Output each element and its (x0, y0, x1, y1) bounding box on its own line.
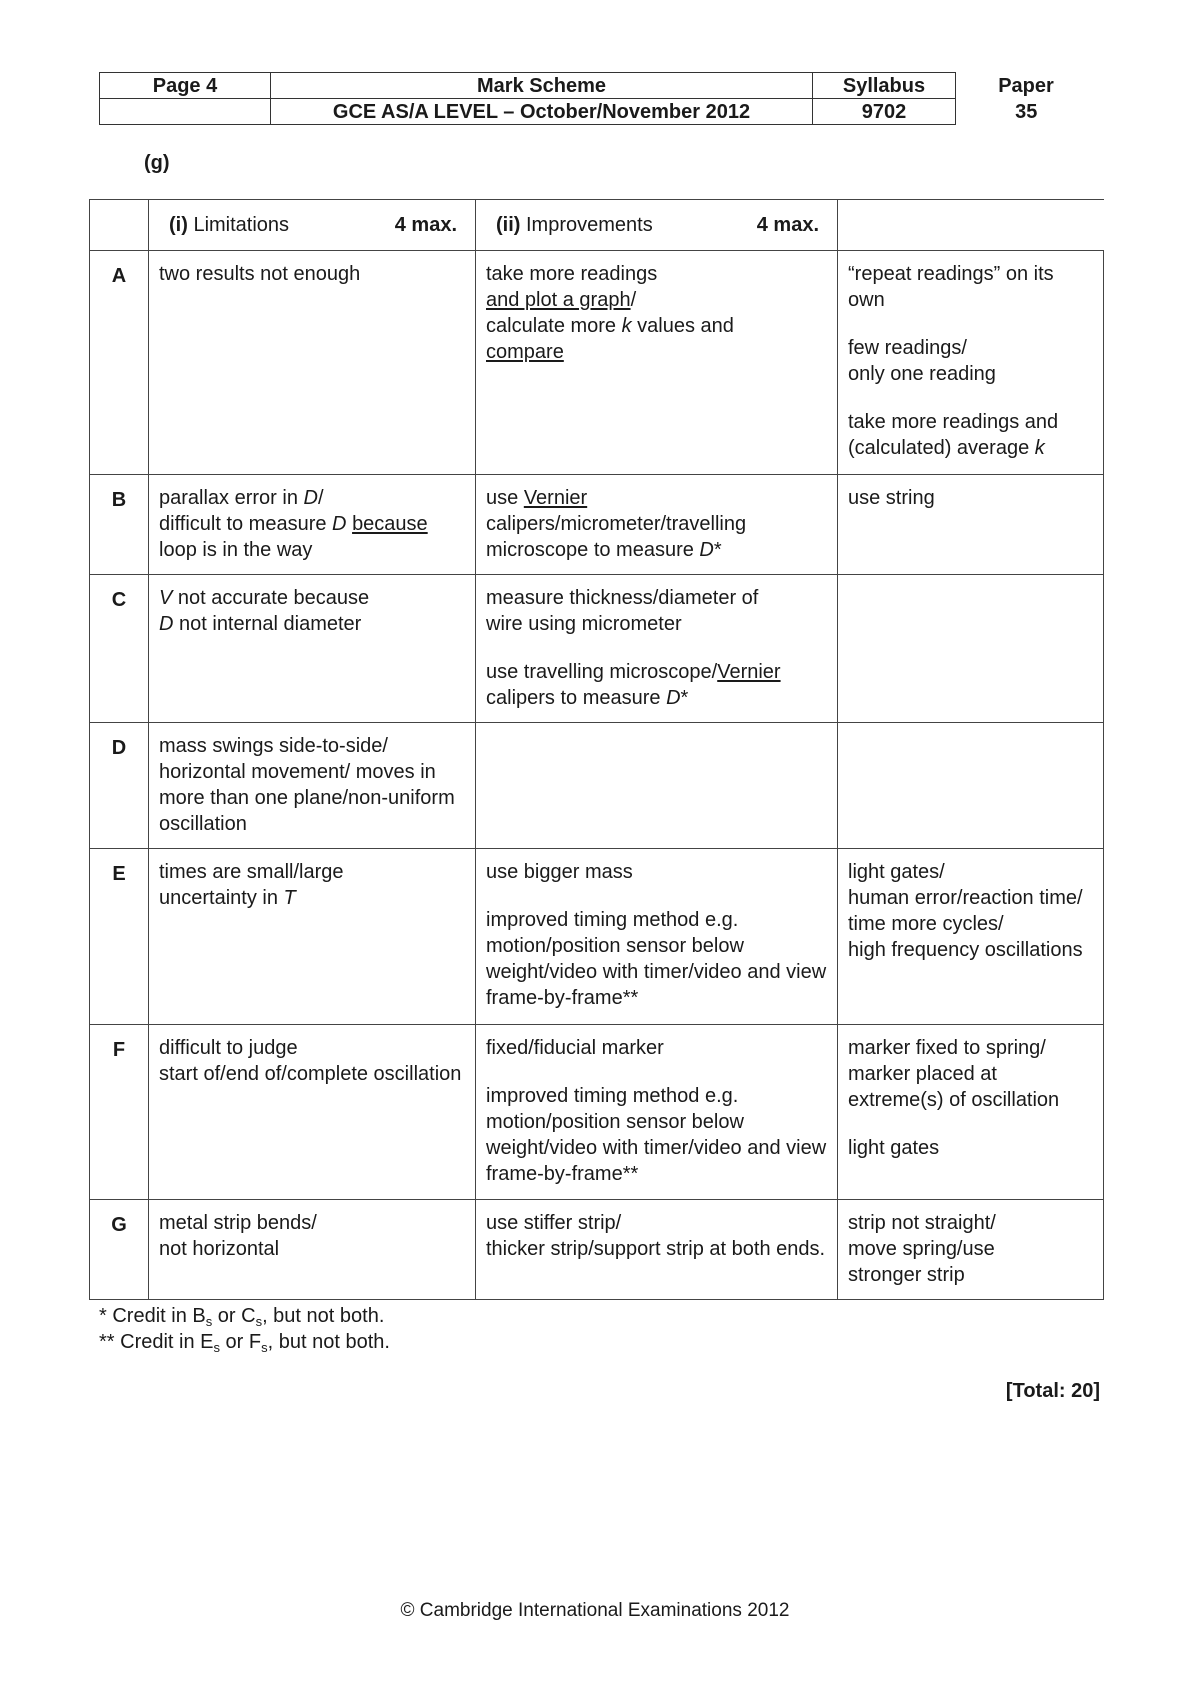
header-empty-cell (100, 99, 271, 125)
page-number: Page 4 (100, 73, 271, 99)
table-row-e (90, 849, 1104, 1025)
improvement-cell (476, 723, 838, 849)
paper-number: 35 (1015, 100, 1038, 123)
improvement-cell: use Vernier calipers/micrometer/travelling microscope to measure D* (476, 475, 838, 575)
notes-cell (838, 723, 1104, 849)
limitation-cell: two results not enough (149, 251, 476, 475)
header-improvements: (ii) Improvements 4 max. (476, 200, 838, 251)
table-row-g (90, 1200, 1104, 1300)
table-row-f (90, 1025, 1104, 1200)
header-key-cell (90, 200, 149, 251)
improvement-cell: use stiffer strip/ thicker strip/support strip at both ends. (476, 1200, 838, 1300)
notes-cell: strip not straight/ move spring/use stronger strip (838, 1200, 1104, 1300)
notes-cell (838, 575, 1104, 723)
notes-cell: use string (838, 475, 1104, 575)
paper-label: Paper (998, 74, 1054, 97)
row-key: F (90, 1025, 149, 1200)
footnote-1: * Credit in $B_s$ or $C_s$, but not both. (99, 1305, 385, 1329)
limitation-cell: metal strip bends/ not horizontal (149, 1200, 476, 1300)
row-key: E (90, 849, 149, 1025)
table-row-a (90, 251, 1104, 475)
improvement-cell: use bigger mass improved timing method e.g. motion/position sensor below weight/video with timer/video and view frame-by-frame** (476, 849, 838, 1025)
exam-session: GCE AS/A LEVEL – October/November 2012 (271, 99, 813, 125)
header-notes (838, 200, 1104, 251)
notes-cell: “repeat readings” on its own few readings/ only one reading take more readings and (calculated) average k (838, 251, 1104, 475)
improvement-cell: take more readings and plot a graph/ calculate more k values and compare (476, 251, 838, 475)
notes-cell: marker fixed to spring/ marker placed at extreme(s) of oscillation light gates (838, 1025, 1104, 1200)
improvement-cell: fixed/fiducial marker improved timing method e.g. motion/position sensor below weight/video with timer/video and view frame-by-frame** (476, 1025, 838, 1200)
limitation-cell: mass swings side-to-side/ horizontal movement/ moves in more than one plane/non-uniform oscillation (149, 723, 476, 849)
row-key: D (90, 723, 149, 849)
section-label: (g) (144, 152, 170, 174)
limitation-cell: V not accurate because D not internal diameter (149, 575, 476, 723)
document-title: Mark Scheme (271, 73, 813, 99)
limitation-cell: difficult to judge start of/end of/complete oscillation (149, 1025, 476, 1200)
row-key: A (90, 251, 149, 475)
improvement-cell: measure thickness/diameter of wire using micrometer use travelling microscope/Vernier calipers to measure D* (476, 575, 838, 723)
footnote-2: ** Credit in $E_s$ or $F_s$, but not both. (99, 1331, 390, 1355)
row-key: C (90, 575, 149, 723)
total-marks: [Total: 20] (1005, 1380, 1100, 1402)
header-table (99, 72, 1097, 125)
notes-cell: light gates/ human error/reaction time/ time more cycles/ high frequency oscillations (838, 849, 1104, 1025)
table-row-c (90, 575, 1104, 723)
syllabus-label: Syllabus (813, 73, 956, 99)
limitation-cell: parallax error in D/ difficult to measure D because loop is in the way (149, 475, 476, 575)
mark-scheme-table (89, 199, 1104, 1300)
limitation-cell: times are small/large uncertainty in T (149, 849, 476, 1025)
table-row-b (90, 475, 1104, 575)
table-row-d (90, 723, 1104, 849)
copyright-footer: © Cambridge International Examinations 2012 (400, 1600, 790, 1621)
syllabus-code: 9702 (813, 99, 956, 125)
header-limitations: (i) Limitations 4 max. (149, 200, 476, 251)
row-key: G (90, 1200, 149, 1300)
table-header-row (90, 200, 1104, 251)
row-key: B (90, 475, 149, 575)
